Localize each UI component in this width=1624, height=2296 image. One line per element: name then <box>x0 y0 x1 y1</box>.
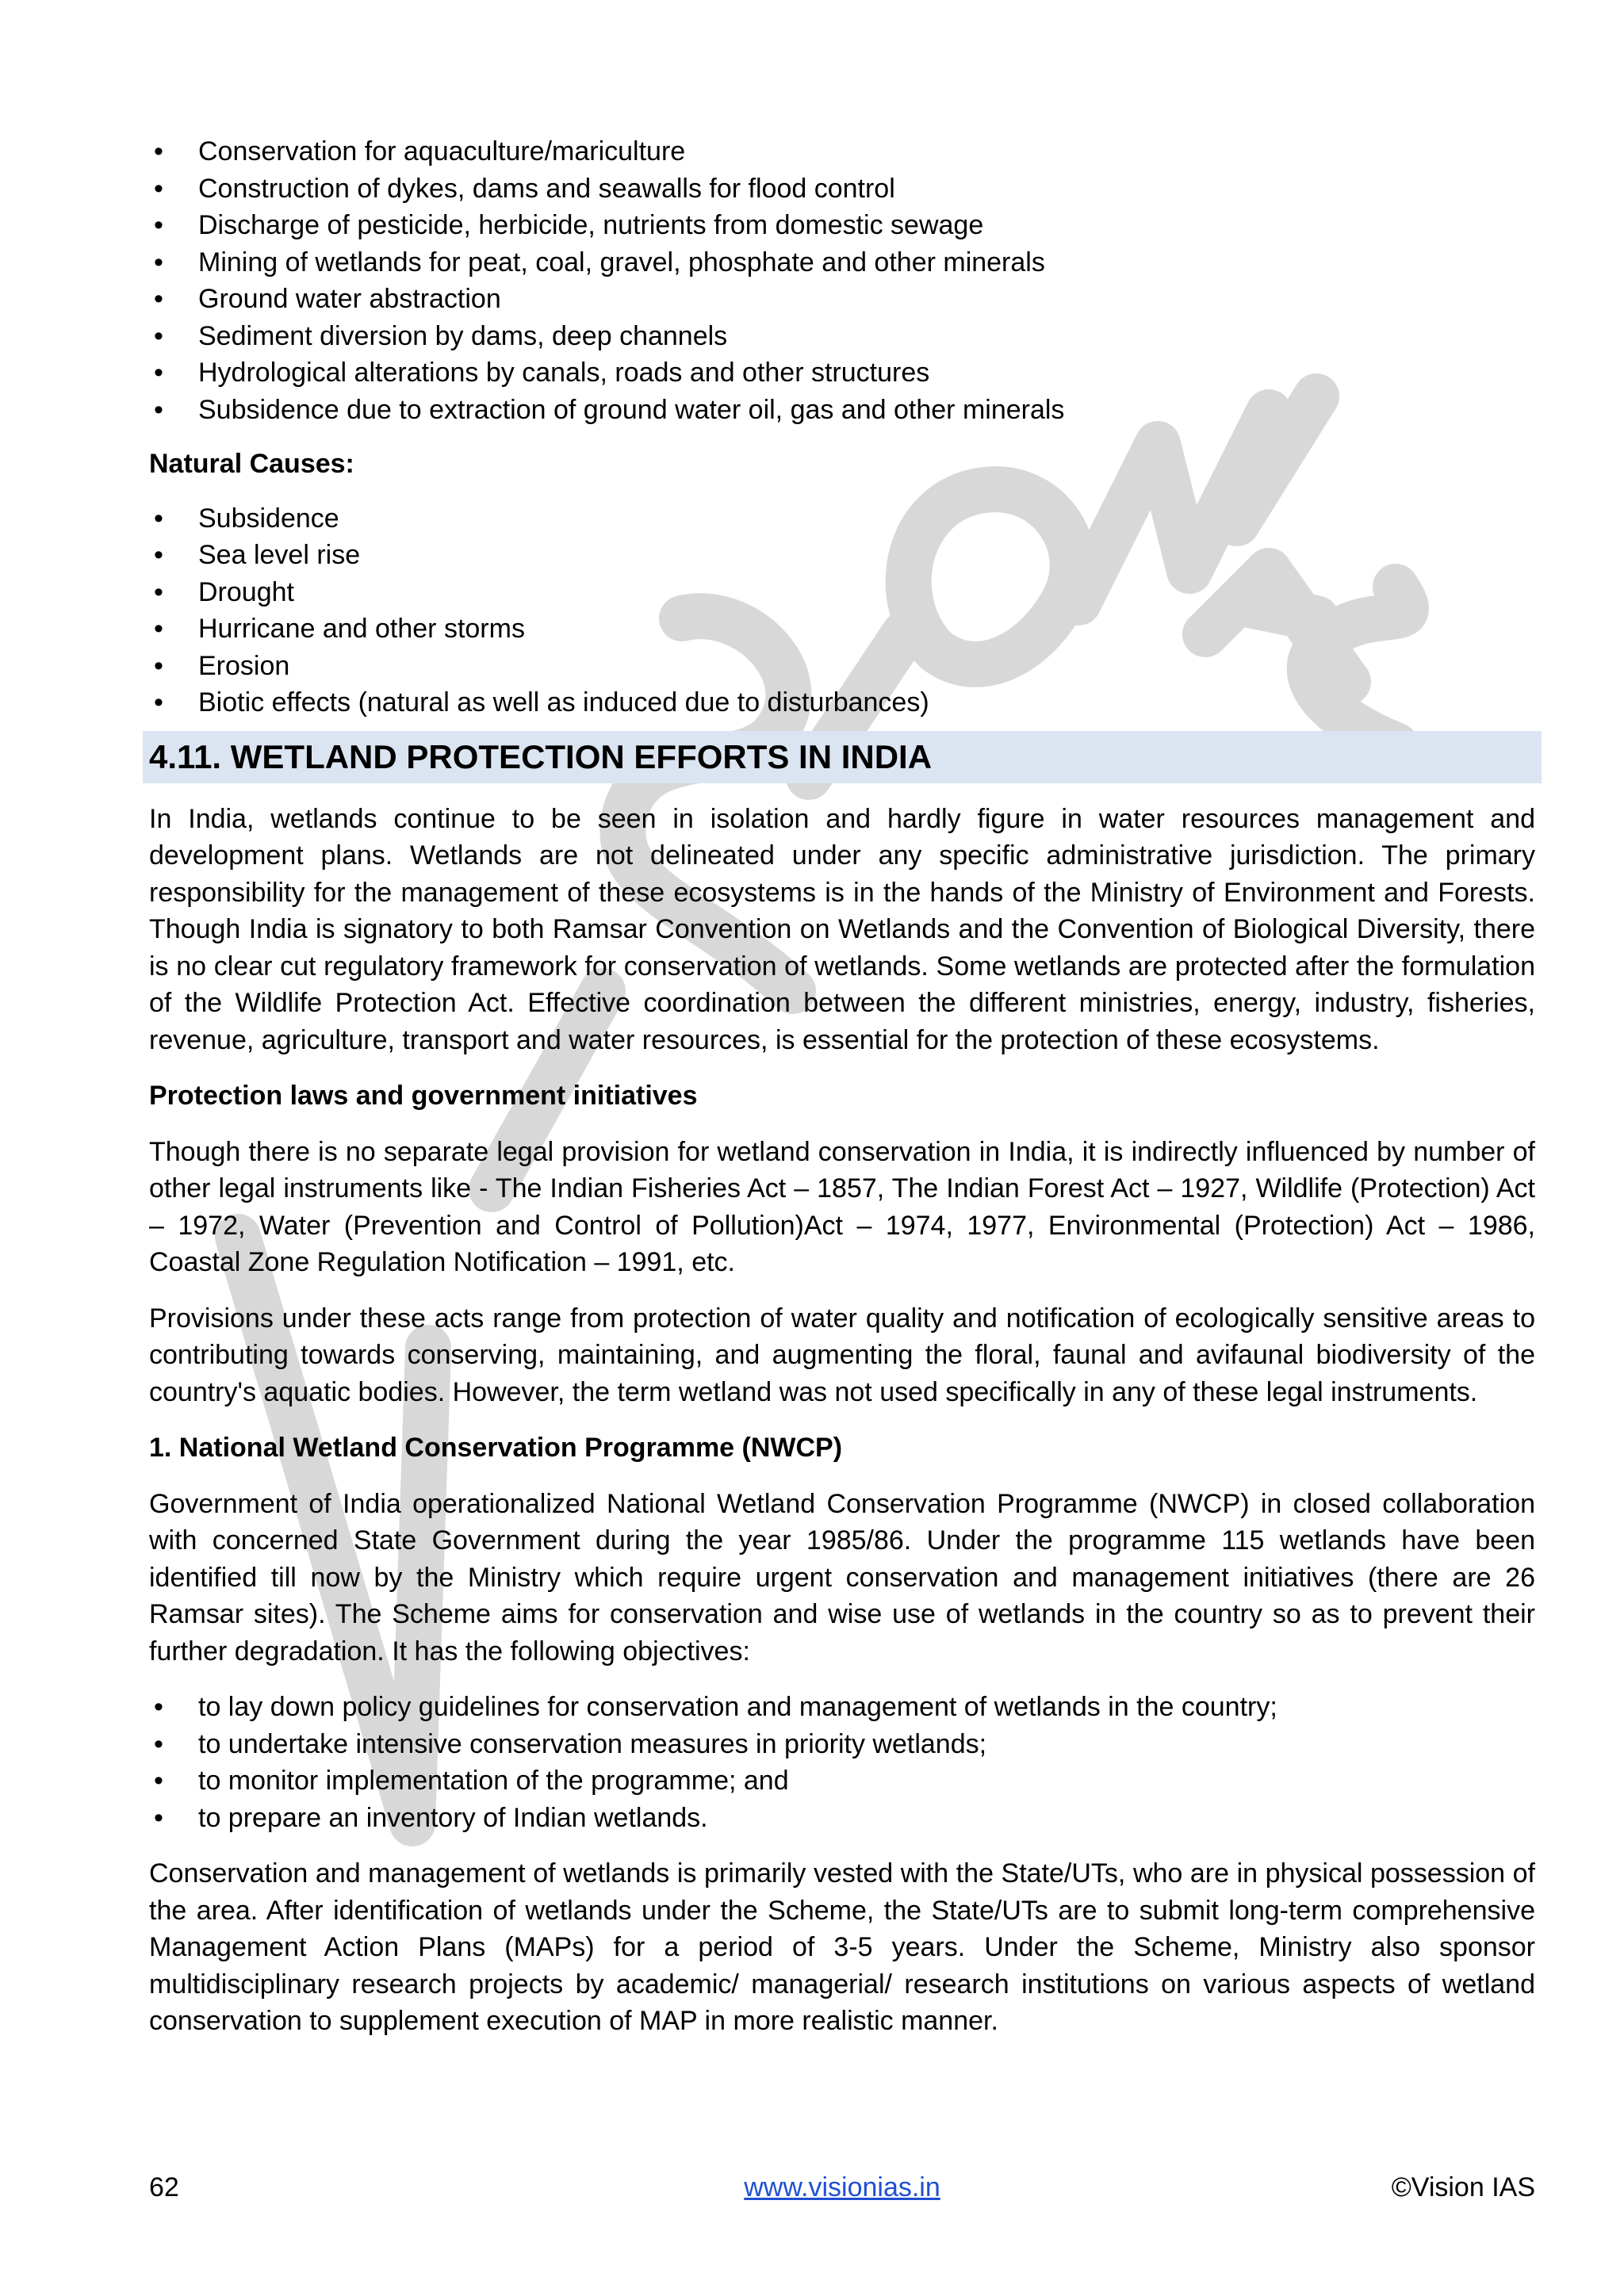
list-item: • Drought <box>149 574 1535 611</box>
list-item: • Discharge of pesticide, herbicide, nutrients from domestic sewage <box>149 207 1535 244</box>
nwcp-objectives-list <box>149 1689 1535 1836</box>
nwcp-paragraph: Government of India operationalized National Wetland Conservation Programme (NWCP) in closed collaboration with concerned State Government during the year 1985/86. Under the programme 115 wetlands have been identified till now by the Ministry which require urgent conservation and management initiatives (there are 26 Ramsar sites). The Scheme aims for conservation and wise use of wetlands in the country so as to prevent their further degradation. It has the following objectives: <box>149 1488 1535 1667</box>
list-item: • to monitor implementation of the programme; and <box>149 1762 1535 1800</box>
list-item: • to lay down policy guidelines for conservation and management of wetlands in the country; <box>149 1689 1535 1726</box>
page-footer <box>149 2169 1535 2206</box>
nwcp-heading: 1. National Wetland Conservation Programme (NWCP) <box>149 1433 843 1463</box>
list-item: • Biotic effects (natural as well as induced due to disturbances) <box>149 684 1535 721</box>
list-item: • Subsidence <box>149 500 1535 538</box>
intro-paragraph: In India, wetlands continue to be seen in isolation and hardly figure in water resources management and development plans. Wetlands are not delineated under any specific administrative jurisdiction. The primary responsibility for the management of these ecosystems is in the hands of the Ministry of Environment and Forests. Though India is signatory to both Ramsar Convention on Wetlands and the Convention of Biological Diversity, there is no clear cut regulatory framework for conservation of wetlands. Some wetlands are protected after the formulation of the Wildlife Protection Act. Effective coordination between the different ministries, energy, industry, fisheries, revenue, agriculture, transport and water resources, is essential for the protection of these ecosystems. <box>149 803 1535 1055</box>
list-item: • Subsidence due to extraction of ground water oil, gas and other minerals <box>149 392 1535 429</box>
watermark-text: VISION IAS <box>0 0 5 1</box>
list-item: • to prepare an inventory of Indian wetlands. <box>149 1800 1535 1837</box>
closing-paragraph: Conservation and management of wetlands is primarily vested with the State/UTs, who are in physical possession of the area. After identification of wetlands under the Scheme, the State/UTs are to submit long-term comprehensive Management Action Plans (MAPs) for a period of 3-5 years. Under the Scheme, Ministry also sponsor multidisciplinary research projects by academic/ managerial/ research institutions on various aspects of wetland conservation to supplement execution of MAP in more realistic manner. <box>149 1858 1535 2036</box>
laws-heading: Protection laws and government initiatives <box>149 1081 698 1111</box>
page-number: 62 <box>149 2172 179 2202</box>
laws-paragraph: Provisions under these acts range from protection of water quality and notification of ecologically sensitive areas to contributing towards conserving, maintaining, and augmenting the floral, faunal and avifaunal biodiversity of the country's aquatic bodies. However, the term wetland was not used specifically in any of these legal instruments. <box>149 1303 1535 1407</box>
natural-causes-list <box>149 500 1535 721</box>
laws-paragraph: Though there is no separate legal provision for wetland conservation in India, it is indirectly influenced by number of other legal instruments like - The Indian Fisheries Act – 1857, The Indian Forest Act – 1927, Wildlife (Protection) Act – 1972, Water (Prevention and Control of Pollution)Act – 1974, 1977, Environmental (Protection) Act – 1986, Coastal Zone Regulation Notification – 1991, etc. <box>149 1136 1535 1277</box>
list-item: • Hurricane and other storms <box>149 610 1535 648</box>
page-content <box>149 133 1535 2040</box>
website-link[interactable]: www.visionias.in <box>744 2172 940 2202</box>
list-item: • Mining of wetlands for peat, coal, gravel, phosphate and other minerals <box>149 244 1535 281</box>
list-item: • Sea level rise <box>149 537 1535 574</box>
natural-causes-heading: Natural Causes: <box>149 449 354 479</box>
list-item: • Erosion <box>149 648 1535 685</box>
section-heading: 4.11. WETLAND PROTECTION EFFORTS IN INDIA <box>143 731 1542 783</box>
list-item: • Ground water abstraction <box>149 281 1535 318</box>
human-causes-list <box>149 133 1535 428</box>
list-item: • Conservation for aquaculture/mariculture <box>149 133 1535 170</box>
list-item: • Sediment diversion by dams, deep channels <box>149 318 1535 355</box>
list-item: • Construction of dykes, dams and seawalls for flood control <box>149 170 1535 208</box>
copyright: ©Vision IAS <box>1391 2172 1535 2202</box>
list-item: • to undertake intensive conservation measures in priority wetlands; <box>149 1726 1535 1763</box>
list-item: • Hydrological alterations by canals, roads and other structures <box>149 354 1535 392</box>
